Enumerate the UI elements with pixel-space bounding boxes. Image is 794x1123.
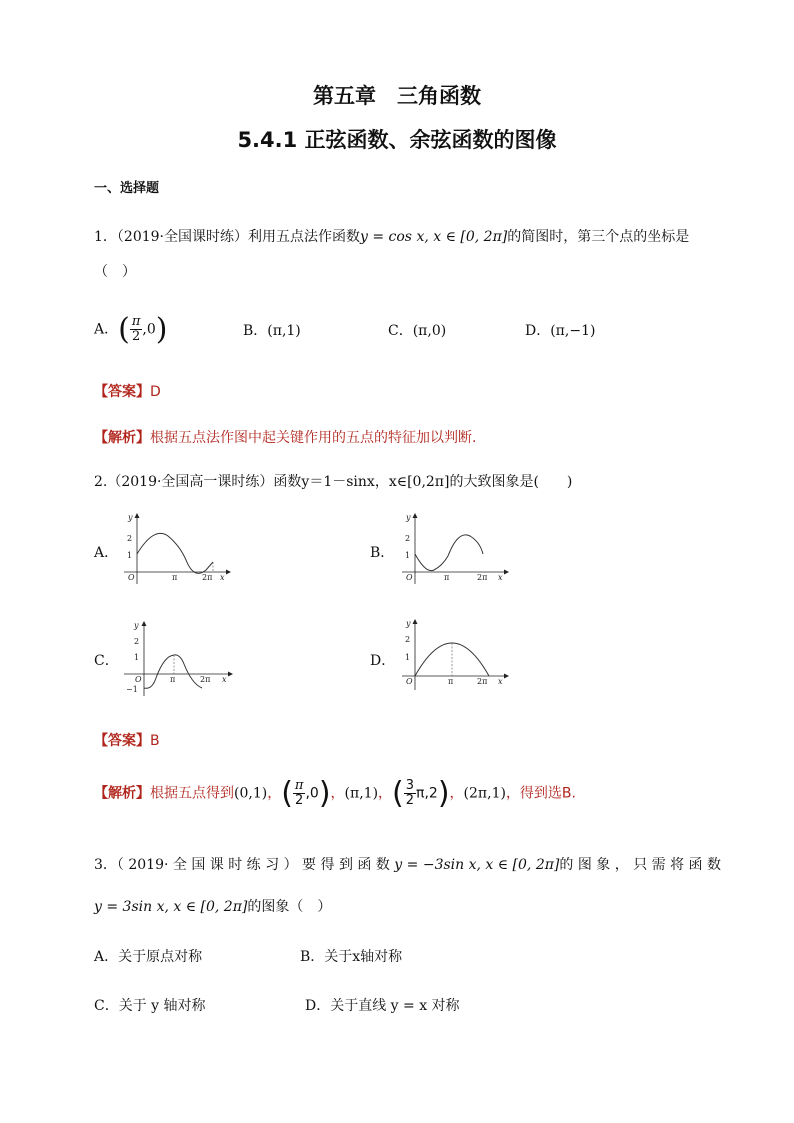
q1-option-d[interactable]: D．(π,−1)	[525, 323, 596, 339]
graph-c-tick-pi: π	[170, 675, 176, 684]
q1-suffix: 的简图时，第三个点的坐标是	[507, 229, 690, 245]
graph-b-tick-2: 2	[405, 534, 411, 543]
q2-option-b-label[interactable]: B．	[370, 545, 395, 561]
q2-graph-c[interactable]	[114, 616, 236, 700]
q2-point-5: (2π,1)	[463, 785, 506, 802]
graph-c-x-label: x	[222, 675, 227, 684]
graph-a-x-label: x	[220, 573, 225, 582]
graph-c-origin: O	[135, 675, 142, 684]
q2-analysis-pre: 根据五点得到	[150, 785, 234, 802]
q3-line2-expr: y = 3sin x, x ∈ [0, 2π]	[94, 899, 248, 915]
q2-point-2-rest: ,0	[305, 785, 319, 802]
q1-paren: （ ）	[94, 264, 136, 280]
graph-d-tick-pi: π	[448, 677, 454, 686]
graph-b-origin: O	[406, 573, 413, 582]
q1-option-b[interactable]: B．(π,1)	[243, 323, 301, 339]
graph-c-tick-2pi: 2π	[200, 675, 211, 684]
graph-a-y-label: y	[128, 513, 133, 522]
q1-analysis-text: 根据五点法作图中起关键作用的五点的特征加以判断.	[150, 430, 477, 446]
q3-option-a[interactable]: A．关于原点对称	[94, 949, 203, 965]
graph-d-tick-1: 1	[405, 653, 411, 662]
q2-option-a-label[interactable]: A．	[94, 545, 119, 561]
graph-d-y-label: y	[406, 619, 411, 628]
graph-b-x-label: x	[498, 573, 503, 582]
q2-graph-b[interactable]	[392, 508, 512, 588]
graph-c-tick-2: 2	[134, 637, 140, 646]
lesson-subtitle: 5.4.1 正弦函数、余弦函数的图像	[237, 128, 557, 152]
q1-option-a-rest: ,0	[142, 321, 156, 338]
graph-d-tick-2pi: 2π	[477, 677, 488, 686]
q2-point-4-fraction: $\frac{3}{2}$	[405, 778, 415, 808]
graph-d-x-label: x	[498, 677, 503, 686]
q2-option-c-label[interactable]: C．	[94, 653, 119, 669]
q1-answer-value: D	[150, 384, 161, 400]
q2-point-2-fraction: $\frac{\pi}{2}$	[294, 778, 304, 808]
graph-b-y-label: y	[406, 513, 411, 522]
q2-graph-a[interactable]	[114, 508, 234, 588]
question-3-stem-line1	[94, 854, 721, 874]
q2-option-d-label[interactable]: D．	[370, 653, 396, 669]
graph-c-y-label: y	[134, 621, 139, 630]
graph-b-tick-1: 1	[405, 551, 411, 560]
q2-analysis-post: ，得到选B.	[505, 785, 576, 802]
q1-option-a-fraction: $\frac{\pi}{2}$	[131, 314, 141, 344]
graph-b-tick-2pi: 2π	[477, 573, 488, 582]
q3-option-d[interactable]: D．关于直线 y = x 对称	[305, 998, 460, 1014]
q2-point-1: (0,1)	[234, 785, 268, 802]
q2-answer-tag: 【答案】	[94, 733, 150, 749]
q1-option-a[interactable]: A．( $\frac{\pi}{2}$ ,0)	[94, 312, 168, 347]
q2-analysis-tag: 【解析】	[94, 785, 150, 802]
graph-a-tick-2: 2	[127, 534, 133, 543]
q1-answer-tag: 【答案】	[94, 384, 150, 400]
q3-option-c[interactable]: C．关于 y 轴对称	[94, 998, 206, 1014]
graph-d-tick-2: 2	[405, 635, 411, 644]
q1-analysis	[94, 427, 476, 447]
q1-option-c[interactable]: C．(π,0)	[388, 323, 447, 339]
question-1-stem	[94, 226, 689, 246]
q1-option-a-label: A．	[94, 321, 119, 338]
q3-line1-pre: 3．（ 2019· 全 国 课 时 练 习 ） 要 得 到 函 数	[94, 857, 390, 873]
q1-expr: y = cos x, x ∈ [0, 2π]	[360, 229, 508, 245]
graph-c-tick-1: 1	[134, 653, 140, 662]
q2-answer	[94, 730, 160, 750]
q3-option-b[interactable]: B．关于x轴对称	[300, 949, 403, 965]
q2-point-4-rest: π,2	[416, 785, 438, 802]
q3-line1-expr: y = −3sin x, x ∈ [0, 2π]	[394, 857, 560, 873]
question-2-stem: 2.（2019·全国高一课时练）函数y＝1－sinx，x∈[0,2π]的大致图象是( )	[94, 474, 573, 490]
graph-a-tick-pi: π	[172, 573, 178, 582]
graph-a-tick-1: 1	[127, 551, 133, 560]
section-heading: 一、选择题	[94, 181, 160, 196]
q2-graph-d[interactable]	[392, 616, 512, 696]
q3-line1-post: 的 图 象 ， 只 需 将 函 数	[559, 857, 722, 873]
q2-answer-value: B	[150, 733, 160, 749]
graph-b-tick-pi: π	[444, 573, 450, 582]
q1-analysis-tag: 【解析】	[94, 430, 150, 446]
q2-analysis: 【解析】根据五点得到(0,1)，( $\frac{\pi}{2}$ ,0)，(π,1)，( $\frac{3}{2}$ π,2)，(2π,1)，得到选B.	[94, 776, 576, 811]
graph-a-tick-2pi: 2π	[202, 573, 213, 582]
graph-a-origin: O	[128, 573, 135, 582]
q3-line2-post: 的图象（ ）	[247, 899, 332, 915]
question-3-stem-line2	[94, 896, 331, 916]
q2-point-3: (π,1)	[344, 785, 379, 802]
graph-c-tick-neg1: −1	[126, 685, 138, 694]
q1-answer	[94, 381, 161, 401]
q1-prefix: 1．（2019·全国课时练）利用五点法作函数	[94, 229, 360, 245]
chapter-title: 第五章 三角函数	[313, 84, 481, 108]
graph-d-origin: O	[406, 677, 413, 686]
